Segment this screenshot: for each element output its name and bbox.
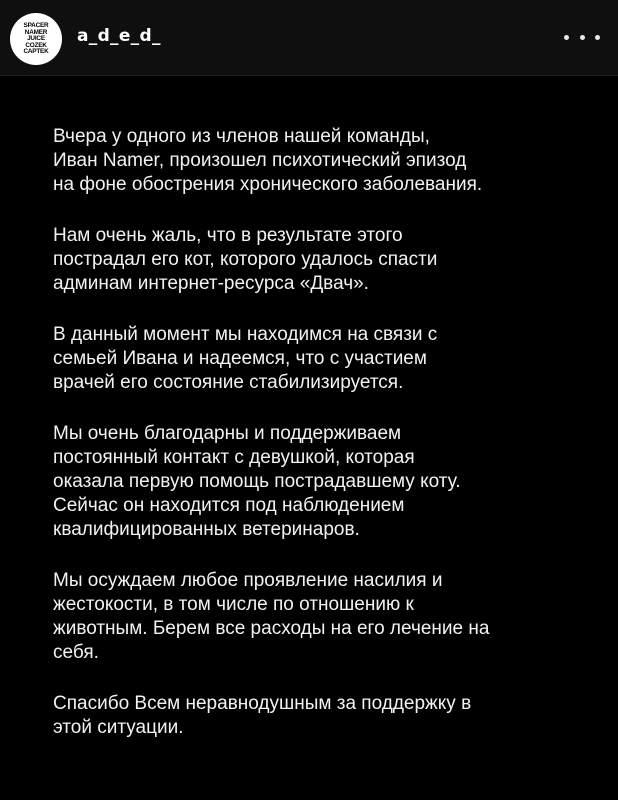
more-options-button[interactable] bbox=[564, 26, 600, 48]
post-line: себя. bbox=[53, 642, 99, 663]
avatar-text-line: CAPTEK bbox=[23, 48, 49, 56]
post-paragraph bbox=[53, 323, 598, 395]
post-line: квалифицированных ветеринаров. bbox=[53, 519, 360, 540]
avatar-text-line: NAMER bbox=[24, 28, 48, 36]
avatar-text-line: JUICE bbox=[27, 35, 45, 43]
post-line: этой ситуации. bbox=[53, 717, 184, 738]
post-line: на фоне обострения хронического заболевания. bbox=[53, 174, 483, 195]
username[interactable]: a_d_e_d_ bbox=[77, 26, 161, 46]
more-horizontal-icon bbox=[580, 35, 585, 40]
more-horizontal-icon bbox=[595, 35, 600, 40]
avatar[interactable] bbox=[10, 13, 62, 65]
post-paragraph bbox=[53, 224, 598, 296]
post-line: жестокости, в том числе по отношению к bbox=[53, 594, 414, 615]
post-line: оказала первую помощь пострадавшему коту. bbox=[53, 471, 461, 492]
post-line: семьей Ивана и надеемся, что с участием bbox=[53, 348, 427, 369]
post-paragraph bbox=[53, 422, 598, 542]
post-header bbox=[0, 0, 618, 76]
post-line: Иван Namer, произошел психотический эпизод bbox=[53, 150, 467, 171]
post-line: админам интернет-ресурса «Двач». bbox=[53, 273, 369, 294]
post-line: Спасибо Всем неравнодушным за поддержку в bbox=[53, 693, 472, 714]
post-line: Вчера у одного из членов нашей команды, bbox=[53, 126, 430, 147]
post-text bbox=[53, 125, 598, 767]
post-line: Нам очень жаль, что в результате этого bbox=[53, 225, 403, 246]
post-line: животным. Берем все расходы на его лечение на bbox=[53, 618, 490, 639]
more-horizontal-icon bbox=[564, 35, 569, 40]
post-line: пострадал его кот, которого удалось спасти bbox=[53, 249, 438, 270]
post-paragraph bbox=[53, 569, 598, 665]
avatar-text-line: COZEK bbox=[25, 41, 47, 49]
post-line: врачей его состояние стабилизируется. bbox=[53, 372, 404, 393]
post-paragraph bbox=[53, 125, 598, 197]
post-paragraph bbox=[53, 692, 598, 740]
post-line: Мы очень благодарны и поддерживаем bbox=[53, 423, 402, 444]
post-line: постоянный контакт с девушкой, которая bbox=[53, 447, 415, 468]
post-line: Сейчас он находится под наблюдением bbox=[53, 495, 405, 516]
post-line: Мы осуждаем любое проявление насилия и bbox=[53, 570, 443, 591]
post-line: В данный момент мы находимся на связи с bbox=[53, 324, 438, 345]
avatar-text-line: SPACER bbox=[23, 22, 49, 30]
